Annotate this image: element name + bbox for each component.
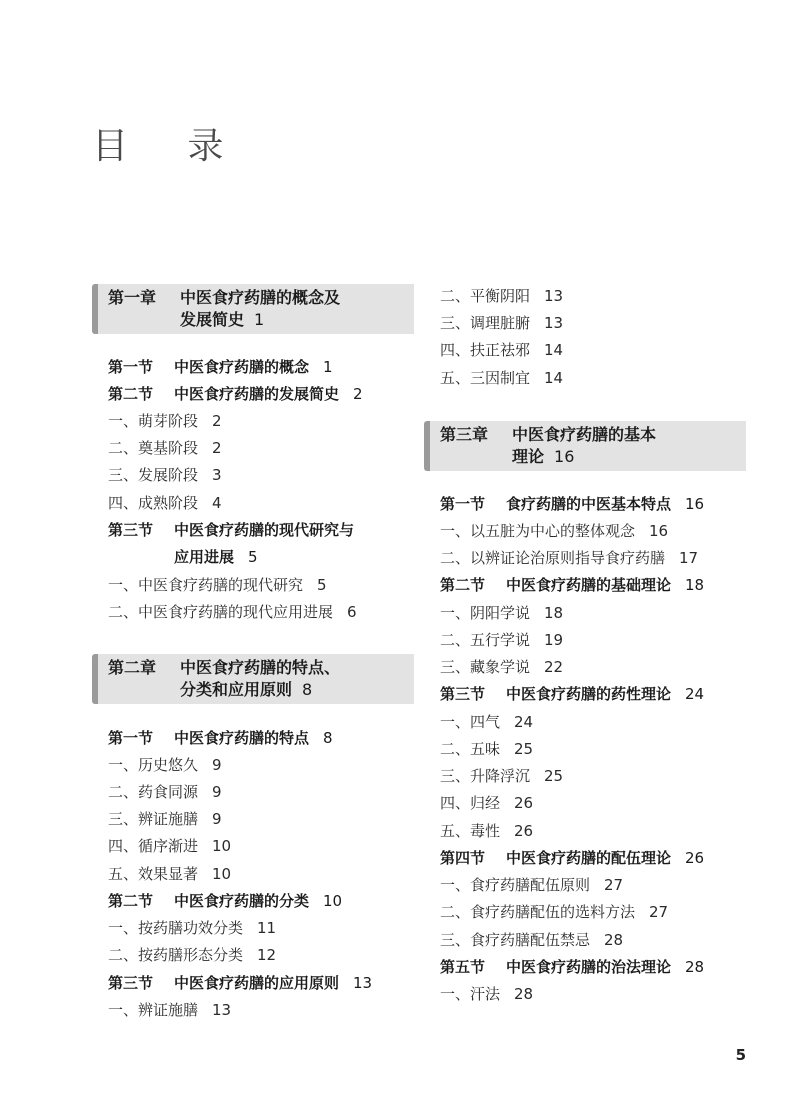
toc-item[interactable] (440, 739, 533, 759)
chapter-2-heading[interactable] (92, 654, 414, 704)
page-ref: 12 (257, 946, 277, 964)
item-title: 五、毒性 (440, 822, 501, 840)
toc-item[interactable] (108, 945, 276, 965)
page-ref: 25 (514, 740, 534, 758)
page-ref: 25 (544, 767, 564, 785)
section-label: 第一节 (108, 358, 154, 376)
section-label: 第一节 (440, 495, 486, 513)
page-ref: 27 (604, 876, 624, 894)
toc-item[interactable] (440, 902, 668, 922)
toc-item[interactable] (108, 411, 222, 431)
section-label: 第三节 (108, 521, 154, 539)
item-title: 二、药食同源 (108, 783, 199, 801)
item-title: 二、中医食疗药膳的现代应用进展 (108, 603, 334, 621)
page-ref: 22 (544, 658, 564, 676)
page-ref: 5 (248, 548, 258, 566)
page-ref: 24 (514, 713, 534, 731)
page-title: 目 录 (92, 126, 248, 167)
page-ref: 3 (212, 466, 222, 484)
page-ref: 16 (649, 522, 669, 540)
page-ref: 28 (514, 985, 534, 1003)
chapter-title-cont: 分类和应用原则 (180, 680, 293, 699)
toc-item[interactable] (440, 930, 623, 950)
toc-item[interactable] (440, 875, 623, 895)
toc-section[interactable] (108, 891, 342, 911)
item-title: 一、历史悠久 (108, 756, 199, 774)
section-title: 中医食疗药膳的现代研究与 (174, 521, 355, 539)
page-ref: 13 (544, 314, 564, 332)
page-ref: 8 (323, 729, 333, 747)
item-title: 四、成熟阶段 (108, 494, 199, 512)
section-title: 中医食疗药膳的特点 (174, 729, 310, 747)
toc-item[interactable] (440, 603, 563, 623)
page-ref: 8 (302, 680, 313, 699)
item-title: 四、扶正祛邪 (440, 341, 531, 359)
item-title: 三、发展阶段 (108, 466, 199, 484)
toc-item[interactable] (108, 782, 222, 802)
chapter-title-cont: 发展简史 (180, 310, 245, 329)
section-label: 第四节 (440, 849, 486, 867)
page-ref: 26 (514, 822, 534, 840)
page-ref: 9 (212, 783, 222, 801)
item-title: 一、四气 (440, 713, 501, 731)
item-title: 一、阴阳学说 (440, 604, 531, 622)
section-label: 第二节 (108, 892, 154, 910)
chapter-title: 中医食疗药膳的特点、 (180, 658, 341, 677)
page-ref: 10 (323, 892, 343, 910)
section-title: 食疗药膳的中医基本特点 (506, 495, 672, 513)
toc-section[interactable] (108, 728, 333, 748)
toc-item[interactable] (440, 313, 563, 333)
page-ref: 13 (353, 974, 373, 992)
toc-section[interactable] (440, 575, 704, 595)
chapter-1-heading[interactable] (92, 284, 414, 334)
toc-item[interactable] (440, 521, 668, 541)
toc-section[interactable] (108, 357, 333, 377)
toc-item[interactable] (108, 864, 231, 884)
section-title: 中医食疗药膳的药性理论 (506, 685, 672, 703)
item-title: 一、中医食疗药膳的现代研究 (108, 576, 304, 594)
page-ref: 11 (257, 919, 277, 937)
page-ref: 26 (514, 794, 534, 812)
section-label: 第五节 (440, 958, 486, 976)
toc-item[interactable] (440, 368, 563, 388)
item-title: 一、以五脏为中心的整体观念 (440, 522, 636, 540)
item-title: 五、三因制宜 (440, 369, 531, 387)
item-title: 二、按药膳形态分类 (108, 946, 244, 964)
page-ref: 28 (604, 931, 624, 949)
toc-section[interactable] (440, 848, 704, 868)
item-title: 二、食疗药膳配伍的选料方法 (440, 903, 636, 921)
page-ref: 14 (544, 369, 564, 387)
section-title: 中医食疗药膳的配伍理论 (506, 849, 672, 867)
toc-item[interactable] (108, 1000, 231, 1020)
chapter-title: 中医食疗药膳的基本 (512, 425, 657, 444)
toc-item[interactable] (440, 766, 563, 786)
page-ref: 4 (212, 494, 222, 512)
section-title: 中医食疗药膳的概念 (174, 358, 310, 376)
toc-item[interactable] (440, 984, 533, 1004)
page-ref: 17 (679, 549, 699, 567)
item-title: 二、奠基阶段 (108, 439, 199, 457)
item-title: 一、按药膳功效分类 (108, 919, 244, 937)
toc-item[interactable] (440, 821, 533, 841)
page-ref: 24 (685, 685, 705, 703)
page-ref: 6 (347, 603, 357, 621)
toc-section[interactable] (108, 520, 354, 540)
chapter-3-heading[interactable] (424, 421, 746, 471)
toc-item[interactable] (108, 493, 222, 513)
item-title: 三、藏象学说 (440, 658, 531, 676)
item-title: 五、效果显著 (108, 865, 199, 883)
page-ref: 14 (544, 341, 564, 359)
toc-item[interactable] (108, 438, 222, 458)
section-label: 第三节 (440, 685, 486, 703)
section-label: 第二节 (108, 385, 154, 403)
section-label: 第三节 (108, 974, 154, 992)
toc-section-cont[interactable] (108, 547, 258, 567)
toc-item[interactable] (108, 918, 276, 938)
page-number: 5 (735, 1046, 746, 1064)
section-title: 中医食疗药膳的应用原则 (174, 974, 340, 992)
item-title: 三、食疗药膳配伍禁忌 (440, 931, 591, 949)
toc-section[interactable] (440, 494, 704, 514)
section-title: 中医食疗药膳的基础理论 (506, 576, 672, 594)
item-title: 一、汗法 (440, 985, 501, 1003)
chapter-label: 第一章 (108, 288, 157, 307)
page-ref: 18 (685, 576, 705, 594)
page-ref: 2 (212, 439, 222, 457)
section-title: 中医食疗药膳的发展简史 (174, 385, 340, 403)
section-title: 中医食疗药膳的治法理论 (506, 958, 672, 976)
page-ref: 2 (353, 385, 363, 403)
toc-section[interactable] (440, 957, 704, 977)
page-ref: 27 (649, 903, 669, 921)
toc-item[interactable] (440, 657, 563, 677)
page-ref: 18 (544, 604, 564, 622)
toc-section[interactable] (108, 384, 363, 404)
toc-item[interactable] (108, 755, 222, 775)
page-ref: 1 (323, 358, 333, 376)
page-ref: 1 (254, 310, 265, 329)
item-title: 二、以辨证论治原则指导食疗药膳 (440, 549, 666, 567)
toc-item[interactable] (440, 793, 533, 813)
page-ref: 9 (212, 756, 222, 774)
section-title-cont: 应用进展 (174, 548, 235, 566)
item-title: 二、五行学说 (440, 631, 531, 649)
page-ref: 2 (212, 412, 222, 430)
toc-item[interactable] (108, 602, 357, 622)
item-title: 四、循序渐进 (108, 837, 199, 855)
section-title: 中医食疗药膳的分类 (174, 892, 310, 910)
toc-section[interactable] (440, 684, 704, 704)
toc-item[interactable] (108, 836, 231, 856)
page-ref: 10 (212, 865, 232, 883)
page-ref: 19 (544, 631, 564, 649)
page-ref: 16 (685, 495, 705, 513)
toc-section[interactable] (108, 973, 372, 993)
section-label: 第二节 (440, 576, 486, 594)
page-ref: 13 (212, 1001, 232, 1019)
page-ref: 10 (212, 837, 232, 855)
chapter-label: 第二章 (108, 658, 157, 677)
toc-item[interactable] (440, 286, 563, 306)
item-title: 三、调理脏腑 (440, 314, 531, 332)
toc-item[interactable] (108, 575, 327, 595)
chapter-title: 中医食疗药膳的概念及 (180, 288, 341, 307)
toc-item[interactable] (108, 809, 222, 829)
item-title: 一、辨证施膳 (108, 1001, 199, 1019)
section-label: 第一节 (108, 729, 154, 747)
toc-item[interactable] (440, 340, 563, 360)
chapter-label: 第三章 (440, 425, 489, 444)
page-ref: 16 (554, 447, 575, 466)
item-title: 二、五味 (440, 740, 501, 758)
page-ref: 13 (544, 287, 564, 305)
toc-item[interactable] (440, 630, 563, 650)
toc-item[interactable] (440, 712, 533, 732)
item-title: 四、归经 (440, 794, 501, 812)
page-ref: 5 (317, 576, 327, 594)
page-ref: 9 (212, 810, 222, 828)
item-title: 一、萌芽阶段 (108, 412, 199, 430)
item-title: 一、食疗药膳配伍原则 (440, 876, 591, 894)
item-title: 二、平衡阴阳 (440, 287, 531, 305)
toc-item[interactable] (440, 548, 698, 568)
page-ref: 26 (685, 849, 705, 867)
toc-item[interactable] (108, 465, 222, 485)
chapter-title-cont: 理论 (512, 447, 545, 466)
item-title: 三、升降浮沉 (440, 767, 531, 785)
item-title: 三、辨证施膳 (108, 810, 199, 828)
page-ref: 28 (685, 958, 705, 976)
